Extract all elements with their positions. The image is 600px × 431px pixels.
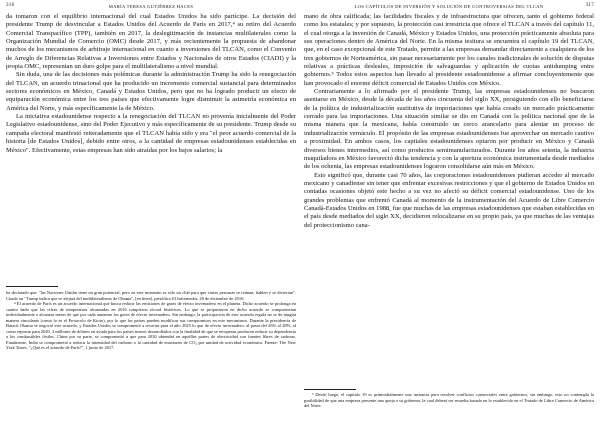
paragraph: Sin duda, una de las decisiones más polémicas durante la administración Trump ha sido la renegociación del TLCAN, un acuerdo trinacional que ha producido un incremento comercial sustancial para determinados sectores económicos en México, Canadá y Estados Unidos, pero que no ha logrado producir un efecto de equiparación económica entre los tres países que efectivamente logre disminuir la asimetría económica en América del Norte, y más específicamente la de México. (6, 71, 296, 112)
footnotes (304, 392, 594, 409)
right-page (304, 0, 594, 431)
left-page (6, 0, 296, 431)
footnote-rule (6, 286, 58, 287)
footnote: ⁵ Desde luego, el capítulo 19 es primordialmente una instancia para resolver conflictos comerciales entre gobiernos, sin embargo, esto no contempla la posibilidad de que una empresa presente una queja a su gobierno, la cual deberá ser resuelta basada en lo establecido en el Tratado de Libre Comercio de América del Norte. (304, 392, 594, 409)
running-head-author: MARÍA TERESA GUTIÉRREZ HACES (108, 3, 194, 9)
footnote: ha declarado que: "las Naciones Unidas tiene un gran potencial, pero en este momento es sólo un club para que varias personas se reúnan, hablen y se diviertan". Citado en "Trump indica que se alejará del multilateralismo de Obama", [en línea], periódico El Informador, 28 de diciembre de 2016. (6, 290, 296, 301)
body-text (304, 13, 594, 230)
paragraph: da tomaron con el equilibrio internacional del cual Estados Unidos ha sido partícipe. La decisión del presidente Trump de desvincular a Estados Unidos del Acuerdo de París en 2017,⁴ su retiro del Acuerdo Comercial Transpacífico (TPP), también en 2017, la deslegitimación de instancias multilaterales como la Organización Mundial de Comercio (OMC) desde 2017, y más recientemente la propuesta de abandonar muchos de los mecanismos de arbitraje internacional en cuanto a inversiones del TLCAN, como el Convenio de Arreglo de Diferencias Relativas a Inversiones entre Estados y Nacionales de otros Estados (CIADI) y la propia OMC, representan un duro golpe para el multilateralismo a nivel mundial. (6, 13, 296, 71)
paragraph: Esto significó que, durante casi 70 años, las corporaciones estadounidenses pudieran acceder al mercado mexicano y canadiense sin tener que enfrentar excesivas restricciones y que el gobierno de Estados Unidos en contadas ocasiones objetó este hecho a su vez no afectó su déficit comercial estadounidense. Uno de los grandes problemas que enfrentó Canadá al momento de la instrumentación del Acuerdo de Libre Comercio Canadá-Estados Unidos en 1988, fue que muchas de las empresas estadounidenses que estaban establecidas en el país desde mediados del siglo XX, decidieron relocalizarse en su propio país, ya que muchas de las ventajas del proteccionismo cana- (304, 171, 594, 229)
paragraph: Contrariamente a lo afirmado por el presidente Trump, las empresas estadounidenses no buscaron asentarse en México, desde la década de los años cincuenta del siglo XX, persiguiendo con ello beneficiarse de la política de industrialización sustitutiva de importaciones que había creado un mercado prácticamente cerrado para las importaciones. Una situación similar se dio en Canadá con la política nacional que de la misma manera que la mexicana, había construido un cerco arancelario para alentar un proceso de industrialización vernáculo. El propósito de las empresas estadounidenses fue aprovechar un mercado cautivo a proximidad. En ambos casos, los capitales estadounidenses optaron por producir en México y Canadá diversos bienes intermedios, así como productos semimanufacturados. Durante los años setenta, la industria maquiladora en México favoreció dicha tendencia y con la apertura económica instrumentada desde mediados de los ochenta, las empresas estadounidenses lograron consolidarse aún más en México. (304, 88, 594, 171)
page-number: 317 (585, 3, 594, 8)
running-head (304, 3, 594, 11)
footnote-rule (304, 389, 356, 390)
page-number: 316 (6, 3, 15, 8)
footnote: ⁴ El acuerdo de París es un acuerdo internacional que busca reducir las emisiones de gases de efecto invernadero en el planeta. Dicho acuerdo se prolonga en cuanto dado que las cifras de temperatura alcanzadas en 2016 rompieron récord históricos. Lo que se propusieron en dicho acuerdo se comprometan individualmente a alcanzar metas de que por cada aumento los gases de efecto invernadero. Sin embargo, la participación de este acuerdo regula no se de ningún manera vinculante (como lo es el Protocolo de Kioto), por lo que los países pueden modificar sus compromisos en este mecanismo. Durante la presidencia de Barack Obama se negoció este acuerdo, y Estados Unidos se comprometió a recortar para el año 2025 lo que de efecto invernadero, al pasar del 26% al 28%, al como reportar para 2020, 3 millones de dólares en ayuda para los países menos desarrollados con la finalidad de que se recuperan producen reducir su dependencia a los combustibles fósiles. China por su parte, se comprometió a que para 2030 obtendrá en aquéllas partes de electricidad con fuentes libres de carbono. Finalmente, India se comprometió a reducir la intensidad del carbono o la cantidad de emisiones de CO₂ por unidad de actividad económica. Fuente: The New York Times, "¿Qué es el acuerdo de París?", 1 junio de 2017. (6, 301, 296, 351)
running-head-chapter: LOS CAPÍTULOS DE INVERSIÓN Y SOLUCIÓN DE CONTROVERSIAS DEL TLCAN (354, 3, 544, 9)
paragraph: La iniciativa estadounidense respecto a la renegociación del TLCAN no provenía inicialmente del Poder Legislativo estadounidense, sino del Poder Ejecutivo y más específicamente de su presidente. Trump desde su campaña electoral manifestó reiteradamente que el TLCAN había sido y era "el peor acuerdo comercial de la historia [de Estados Unidos], debido entre otros, a la cantidad de empresas estadounidenses establecidas en México". Efectivamente, estas empresas han sido atraídas por los bajos salarios; la (6, 113, 296, 154)
body-text (6, 13, 296, 155)
paragraph: mano de obra calificada; las facilidades fiscales y de infraestructura que ofrecen, tanto el gobierno federal como los estatales; y por supuesto, la protección casi irrestricta que ofrece el TLCAN a través del capítulo 11, el cual otorga a la inversión de Canadá, México y Estados Unidos, una protección prácticamente absoluta para sus operaciones dentro de América del Norte. En la misma tesitura se encuentra el capítulo 19 del TLCAN, que, en el caso excepcional de este Tratado, permite a las empresas demandar directamente a cualquiera de los tres gobiernos de Norteamérica, sin pasar necesariamente por los canales tradicionales de solución de disputas relativas a prácticas desleales, imposición de salvaguardas y aplicación de cuotas antidumping entre gobiernos.⁵ Todos estos aspectos han llevado al presidente estadounidense a afirmar concluyentemente que han provocado el enorme déficit comercial de Estados Unidos con México. (304, 13, 594, 87)
footnotes (6, 290, 296, 351)
running-head (6, 3, 296, 11)
